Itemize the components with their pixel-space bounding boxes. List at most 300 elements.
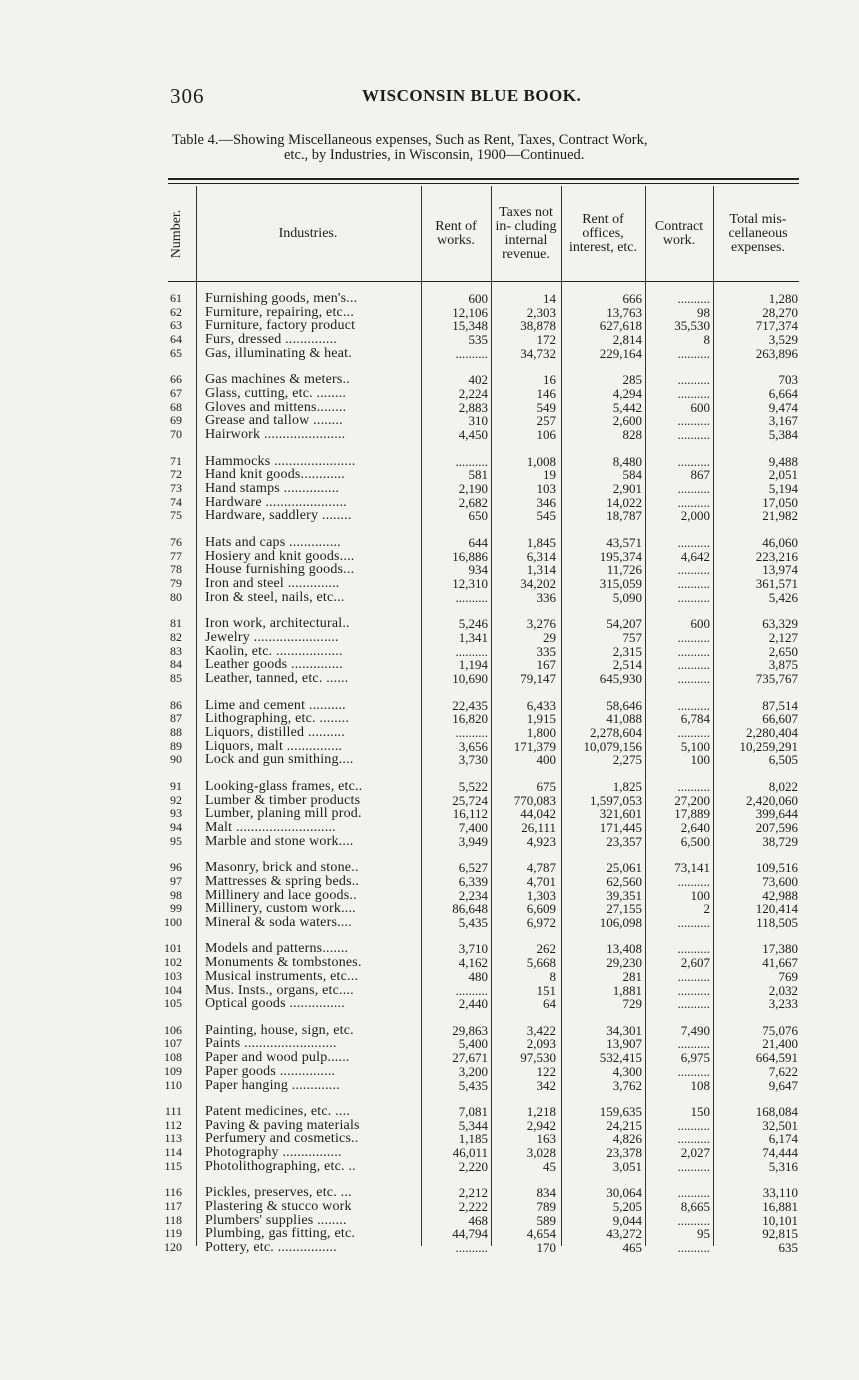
total-expenses-value: 6,174: [768, 1132, 798, 1146]
offices-interest-value: 2,901: [612, 482, 642, 495]
offices-interest-value: 5,090: [612, 590, 642, 604]
table-row: [0, 591, 859, 604]
total-expenses-value: 5,426: [768, 590, 798, 604]
rent-of-works: 1,341: [458, 630, 488, 644]
industry-name: Lithographing, etc. ........: [205, 712, 350, 726]
industry-name: Plumbing, gas fitting, etc.: [205, 1227, 356, 1241]
contract-work-value: ..........: [677, 495, 710, 509]
total-expenses-value: 6,505: [768, 753, 798, 767]
column-header-contract: Contract work.: [654, 219, 704, 248]
offices-interest-value: 41,088: [606, 712, 642, 726]
offices-interest-value: 2,514: [612, 658, 642, 672]
total-expenses-value: 9,647: [768, 1078, 798, 1092]
rent-of-works: 4,162: [458, 956, 488, 970]
contract-work-value: ..........: [677, 725, 710, 739]
row-number: 93: [170, 807, 182, 821]
taxes-value: 400: [536, 753, 556, 767]
row-number: 115: [164, 1159, 182, 1173]
table-row: [0, 780, 859, 793]
table-row: [0, 902, 859, 915]
offices-interest-value: 2,275: [612, 753, 642, 767]
offices-interest-value: 729: [622, 997, 642, 1011]
table-row: [0, 455, 859, 468]
total-expenses-value: 769: [778, 969, 798, 983]
taxes-value: 346: [536, 495, 556, 509]
rent-of-works: ..........: [455, 725, 488, 739]
rent-of-works: 2,212: [458, 1186, 488, 1200]
table-row: [0, 1065, 859, 1078]
table-row: [0, 563, 859, 576]
offices-interest-value: 4,826: [612, 1132, 642, 1146]
total-expenses-value: 16,881: [762, 1200, 798, 1213]
row-number: 70: [170, 428, 182, 442]
taxes-value: 34,202: [520, 577, 556, 590]
row-number: 111: [164, 1105, 182, 1118]
taxes-value: 4,923: [526, 834, 556, 848]
industry-name: Hairwork ......................: [205, 428, 346, 442]
industry-name: Paper and wood pulp......: [205, 1051, 350, 1065]
taxes-value: 675: [536, 779, 556, 793]
industry-name: Liquors, distilled ..........: [205, 725, 345, 739]
rent-of-works: 6,527: [458, 861, 488, 875]
contract-work-value: ..........: [677, 1118, 710, 1132]
taxes-value: 3,422: [526, 1023, 556, 1037]
total-expenses-value: 42,988: [762, 888, 798, 902]
table-row: [0, 536, 859, 549]
total-expenses-value: 10,259,291: [739, 739, 798, 753]
offices-interest-value: 54,207: [606, 617, 642, 631]
taxes-value: 171,379: [513, 739, 556, 753]
row-number: 63: [170, 319, 182, 333]
row-number: 90: [170, 753, 182, 767]
offices-interest-value: 1,825: [612, 779, 642, 793]
industry-name: Hats and caps ..............: [205, 535, 341, 549]
table-row: [0, 1241, 859, 1254]
contract-work-value: ..........: [677, 1213, 710, 1227]
industry-name: Musical instruments, etc...: [205, 969, 359, 983]
rent-of-works: 581: [468, 468, 488, 482]
industry-name: Plumbers' supplies ........: [205, 1213, 347, 1227]
taxes-value: 1,314: [526, 563, 556, 577]
taxes-value: 79,147: [520, 672, 556, 685]
rent-of-works: ..........: [455, 346, 488, 360]
row-number: 85: [170, 672, 182, 685]
row-number: 97: [170, 874, 182, 888]
rent-of-works: ..........: [455, 590, 488, 604]
taxes-value: 103: [536, 482, 556, 495]
row-number: 98: [170, 888, 182, 902]
total-expenses-value: 32,501: [762, 1118, 798, 1132]
total-expenses-value: 2,650: [768, 644, 798, 658]
industry-name: Hammocks ......................: [205, 454, 356, 468]
taxes-value: 170: [536, 1241, 556, 1255]
industry-name: Photolithographing, etc. ..: [205, 1159, 356, 1173]
table-row: [0, 807, 859, 820]
row-number: 66: [170, 373, 182, 387]
contract-work-value: 600: [690, 617, 710, 631]
table-row: [0, 617, 859, 630]
offices-interest-value: 23,357: [606, 834, 642, 848]
total-expenses-value: 2,280,404: [746, 725, 798, 739]
taxes-value: 64: [543, 997, 556, 1011]
rent-of-works: 3,730: [458, 753, 488, 767]
table-row: [0, 631, 859, 644]
table-row: [0, 509, 859, 522]
taxes-value: 789: [536, 1200, 556, 1213]
contract-work-value: 35,530: [674, 319, 710, 333]
rent-of-works: 5,400: [458, 1037, 488, 1051]
total-expenses-value: 118,505: [756, 915, 798, 929]
contract-work-value: ..........: [677, 1037, 710, 1051]
rent-of-works: 12,310: [452, 577, 488, 590]
contract-work-value: ..........: [677, 1159, 710, 1173]
total-expenses-value: 5,316: [768, 1159, 798, 1173]
total-expenses-value: 703: [778, 373, 798, 387]
column-header-offices: Rent of offices, interest, etc.: [568, 212, 638, 255]
page-number: 306: [170, 84, 205, 108]
industry-name: Furniture, factory product: [205, 319, 356, 333]
total-expenses-value: 2,051: [768, 468, 798, 482]
contract-work-value: ..........: [677, 698, 710, 712]
rent-of-works: 934: [468, 563, 488, 577]
industry-name: Plastering & stucco work: [205, 1200, 352, 1213]
contract-work-value: 100: [690, 753, 710, 767]
row-number: 82: [170, 630, 182, 644]
taxes-value: 2,303: [526, 305, 556, 319]
page-header: [170, 84, 810, 114]
rent-of-works: 5,435: [458, 1078, 488, 1092]
taxes-value: 172: [536, 333, 556, 347]
offices-interest-value: 1,881: [612, 983, 642, 997]
table-row: [0, 292, 859, 305]
row-number: 95: [170, 834, 182, 848]
column-header-total: Total mis- cellaneous expenses.: [728, 212, 788, 255]
total-expenses-value: 33,110: [762, 1186, 798, 1200]
row-number: 67: [170, 387, 182, 400]
contract-work-value: ..........: [677, 428, 710, 442]
table-row: [0, 699, 859, 712]
row-number: 86: [170, 698, 182, 712]
offices-interest-value: 14,022: [606, 495, 642, 509]
industry-name: Lime and cement ..........: [205, 698, 346, 712]
offices-interest-value: 2,814: [612, 333, 642, 347]
taxes-value: 3,028: [526, 1146, 556, 1160]
industry-name: Hand knit goods............: [205, 468, 345, 482]
contract-work-value: 600: [690, 400, 710, 414]
taxes-value: 26,111: [521, 820, 556, 834]
rent-of-works: 2,234: [458, 888, 488, 902]
table-row: [0, 1037, 859, 1050]
table-row: [0, 1227, 859, 1240]
offices-interest-value: 627,618: [599, 319, 642, 333]
column-header-industries: Industries.: [278, 226, 338, 241]
rent-of-works: 2,222: [458, 1200, 488, 1213]
table-row: [0, 496, 859, 509]
row-number: 103: [164, 969, 182, 983]
row-number: 96: [170, 861, 182, 875]
total-expenses-value: 21,400: [762, 1037, 798, 1051]
rent-of-works: 4,450: [458, 428, 488, 442]
row-number: 64: [170, 333, 182, 347]
rent-of-works: 15,348: [452, 319, 488, 333]
rent-of-works: ..........: [455, 1241, 488, 1255]
total-expenses-value: 41,667: [762, 956, 798, 970]
total-expenses-value: 664,591: [755, 1051, 798, 1065]
rent-of-works: 16,886: [452, 549, 488, 563]
industry-name: Millinery, custom work....: [205, 902, 356, 916]
offices-interest-value: 2,278,604: [590, 725, 642, 739]
industry-name: Gloves and mittens........: [205, 400, 347, 414]
taxes-value: 16: [543, 373, 556, 387]
table-row: [0, 1119, 859, 1132]
row-number: 110: [164, 1078, 182, 1092]
table-top-rule-thick: [168, 178, 799, 180]
taxes-value: 151: [536, 983, 556, 997]
rent-of-works: 46,011: [452, 1146, 488, 1160]
row-number: 108: [164, 1051, 182, 1065]
offices-interest-value: 281: [622, 969, 642, 983]
rent-of-works: 535: [468, 333, 488, 347]
offices-interest-value: 27,155: [606, 902, 642, 916]
total-expenses-value: 1,280: [768, 292, 798, 305]
table-row: [0, 1051, 859, 1064]
row-number: 80: [170, 590, 182, 604]
row-number: 62: [170, 305, 182, 319]
offices-interest-value: 30,064: [606, 1186, 642, 1200]
rent-of-works: 3,710: [458, 942, 488, 956]
row-number: 78: [170, 563, 182, 577]
industry-name: Iron & steel, nails, etc...: [205, 590, 345, 604]
industry-name: Hand stamps ...............: [205, 482, 340, 495]
row-number: 91: [170, 779, 182, 793]
table-row: [0, 645, 859, 658]
table-row: [0, 306, 859, 319]
total-expenses-value: 399,644: [755, 807, 798, 821]
total-expenses-value: 17,050: [762, 495, 798, 509]
total-expenses-value: 6,664: [768, 387, 798, 400]
table-row: [0, 1079, 859, 1092]
offices-interest-value: 4,294: [612, 387, 642, 400]
total-expenses-value: 635: [778, 1241, 798, 1255]
contract-work-value: 2,027: [680, 1146, 710, 1160]
industry-name: Pickles, preserves, etc. ...: [205, 1186, 352, 1200]
total-expenses-value: 74,444: [762, 1146, 798, 1160]
row-number: 105: [164, 997, 182, 1011]
contract-work-value: 95: [697, 1227, 710, 1241]
column-header-taxes: Taxes not in- cluding internal revenue.: [495, 205, 557, 262]
contract-work-value: ..........: [677, 292, 710, 305]
industry-name: Hardware, saddlery ........: [205, 509, 352, 523]
contract-work-value: 108: [690, 1078, 710, 1092]
rent-of-works: 650: [468, 509, 488, 523]
rent-of-works: 468: [468, 1213, 488, 1227]
taxes-value: 336: [536, 590, 556, 604]
row-number: 106: [164, 1023, 182, 1037]
offices-interest-value: 34,301: [606, 1023, 642, 1037]
total-expenses-value: 361,571: [755, 577, 798, 590]
rent-of-works: 7,400: [458, 820, 488, 834]
rent-of-works: ..........: [455, 454, 488, 468]
taxes-value: 5,668: [526, 956, 556, 970]
offices-interest-value: 62,560: [606, 874, 642, 888]
industry-name: Hosiery and knit goods....: [205, 549, 355, 563]
contract-work-value: 6,975: [680, 1051, 710, 1065]
table-row: [0, 577, 859, 590]
offices-interest-value: 757: [622, 630, 642, 644]
row-number: 79: [170, 577, 182, 590]
contract-work-value: ..........: [677, 630, 710, 644]
row-number: 72: [170, 468, 182, 482]
offices-interest-value: 8,480: [612, 454, 642, 468]
contract-work-value: 5,100: [680, 739, 710, 753]
table-row: [0, 861, 859, 874]
offices-interest-value: 58,646: [606, 698, 642, 712]
table-row: [0, 753, 859, 766]
row-number: 77: [170, 549, 182, 563]
offices-interest-value: 11,726: [606, 563, 642, 577]
industry-name: Glass, cutting, etc. ........: [205, 387, 347, 400]
total-expenses-value: 3,529: [768, 333, 798, 347]
offices-interest-value: 159,635: [599, 1105, 642, 1118]
taxes-value: 257: [536, 414, 556, 428]
table-row: [0, 875, 859, 888]
contract-work-value: ..........: [677, 346, 710, 360]
rent-of-works: 22,435: [452, 698, 488, 712]
industry-name: Furniture, repairing, etc...: [205, 305, 355, 319]
rent-of-works: 27,671: [452, 1051, 488, 1065]
column-header-number: Number.: [169, 209, 184, 259]
taxes-value: 19: [543, 468, 556, 482]
taxes-value: 2,942: [526, 1118, 556, 1132]
contract-work-value: ..........: [677, 942, 710, 956]
rent-of-works: 2,440: [458, 997, 488, 1011]
taxes-value: 1,915: [526, 712, 556, 726]
contract-work-value: 98: [697, 305, 710, 319]
contract-work-value: 2,000: [680, 509, 710, 523]
rent-of-works: 16,820: [452, 712, 488, 726]
taxes-value: 6,972: [526, 915, 556, 929]
row-number: 87: [170, 712, 182, 726]
table-row: [0, 835, 859, 848]
row-number: 83: [170, 644, 182, 658]
rent-of-works: ..........: [455, 983, 488, 997]
industry-name: Mattresses & spring beds..: [205, 874, 360, 888]
rent-of-works: 1,185: [458, 1132, 488, 1146]
industry-name: Gas, illuminating & heat.: [205, 346, 352, 360]
contract-work-value: 8: [703, 333, 710, 347]
industry-name: Lumber & timber products: [205, 793, 361, 807]
row-number: 74: [170, 495, 182, 509]
offices-interest-value: 195,374: [599, 549, 642, 563]
row-number: 119: [164, 1227, 182, 1241]
table-row: [0, 1160, 859, 1173]
table-row: [0, 726, 859, 739]
taxes-value: 163: [536, 1132, 556, 1146]
row-number: 71: [170, 454, 182, 468]
total-expenses-value: 3,167: [768, 414, 798, 428]
total-expenses-value: 21,982: [762, 509, 798, 523]
rent-of-works: ..........: [455, 644, 488, 658]
contract-work-value: ..........: [677, 874, 710, 888]
offices-interest-value: 5,442: [612, 400, 642, 414]
contract-work-value: 6,784: [680, 712, 710, 726]
contract-work-value: 100: [690, 888, 710, 902]
industry-name: House furnishing goods...: [205, 563, 355, 577]
industry-name: Lumber, planing mill prod.: [205, 807, 362, 821]
contract-work-value: ..........: [677, 1132, 710, 1146]
contract-work-value: 2: [703, 902, 710, 916]
taxes-value: 97,530: [520, 1051, 556, 1065]
total-expenses-value: 5,194: [768, 482, 798, 495]
offices-interest-value: 10,079,156: [583, 739, 642, 753]
total-expenses-value: 3,875: [768, 658, 798, 672]
taxes-value: 167: [536, 658, 556, 672]
industry-name: Optical goods ...............: [205, 997, 345, 1011]
offices-interest-value: 321,601: [599, 807, 642, 821]
total-expenses-value: 66,607: [762, 712, 798, 726]
industry-name: Mus. Insts., organs, etc....: [205, 983, 354, 997]
total-expenses-value: 207,596: [755, 820, 798, 834]
offices-interest-value: 666: [622, 292, 642, 305]
table-row: [0, 740, 859, 753]
contract-work-value: 73,141: [674, 861, 710, 875]
industry-name: Liquors, malt ...............: [205, 739, 343, 753]
contract-work-value: ..........: [677, 454, 710, 468]
rent-of-works: 6,339: [458, 874, 488, 888]
offices-interest-value: 315,059: [599, 577, 642, 590]
taxes-value: 14: [543, 292, 556, 305]
industry-name: Masonry, brick and stone..: [205, 861, 359, 875]
rent-of-works: 2,190: [458, 482, 488, 495]
taxes-value: 34,732: [520, 346, 556, 360]
industry-name: Patent medicines, etc. ....: [205, 1105, 350, 1118]
table-row: [0, 1132, 859, 1145]
industry-name: Looking-glass frames, etc..: [205, 779, 363, 793]
taxes-value: 589: [536, 1213, 556, 1227]
industry-name: Perfumery and cosmetics..: [205, 1132, 359, 1146]
contract-work-value: ..........: [677, 658, 710, 672]
row-number: 84: [170, 658, 182, 672]
contract-work-value: 150: [690, 1105, 710, 1118]
industry-name: Paper hanging .............: [205, 1078, 340, 1092]
rent-of-works: 44,794: [452, 1227, 488, 1241]
column-header-rent: Rent of works.: [435, 219, 477, 248]
taxes-value: 1,218: [526, 1105, 556, 1118]
taxes-value: 2,093: [526, 1037, 556, 1051]
total-expenses-value: 263,896: [755, 346, 798, 360]
taxes-value: 342: [536, 1078, 556, 1092]
table-row: [0, 1024, 859, 1037]
taxes-value: 335: [536, 644, 556, 658]
industry-name: Gas machines & meters..: [205, 373, 350, 387]
taxes-value: 38,878: [520, 319, 556, 333]
row-number: 89: [170, 739, 182, 753]
rent-of-works: 3,949: [458, 834, 488, 848]
table-row: [0, 672, 859, 685]
industry-name: Models and patterns.......: [205, 942, 349, 956]
taxes-value: 549: [536, 400, 556, 414]
rent-of-works: 3,656: [458, 739, 488, 753]
industry-name: Malt ...........................: [205, 820, 336, 834]
contract-work-value: ..........: [677, 1064, 710, 1078]
total-expenses-value: 120,414: [755, 902, 798, 916]
table-row: [0, 333, 859, 346]
offices-interest-value: 13,907: [606, 1037, 642, 1051]
offices-interest-value: 645,930: [599, 672, 642, 685]
rent-of-works: 2,220: [458, 1159, 488, 1173]
offices-interest-value: 23,378: [606, 1146, 642, 1160]
table-row: [0, 794, 859, 807]
